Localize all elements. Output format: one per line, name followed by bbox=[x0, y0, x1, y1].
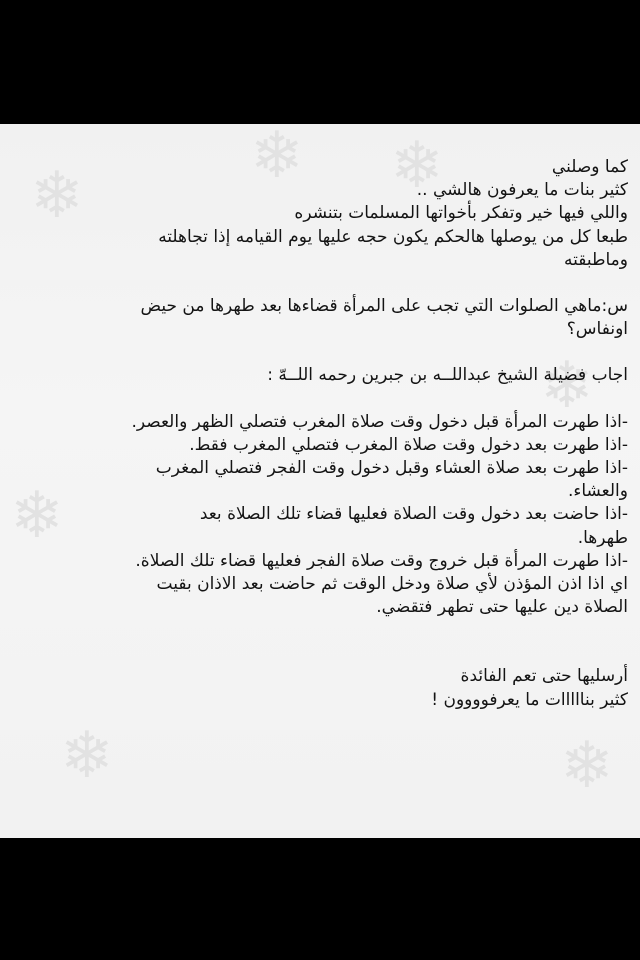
ruling-line: اي اذا اذن المؤذن لأي صلاة ودخل الوقت ثم حاضت بعد الاذان بقيت bbox=[156, 574, 628, 595]
answer-intro-line: اجاب فضيلة الشيخ عبداللــه بن جبرين رحمه اللــهّ : bbox=[267, 365, 628, 386]
answer-intro bbox=[14, 364, 628, 387]
closing-paragraph bbox=[14, 665, 628, 711]
ruling-line: -اذا طهرت المرأة قبل دخول وقت صلاة المغرب فتصلي الظهر والعصر. bbox=[131, 411, 628, 432]
question-line: س:ماهي الصلوات التي تجب على المرأة قضاءها بعد طهرها من حيض bbox=[140, 296, 628, 317]
snowflake-decoration-icon: ❄ bbox=[30, 159, 84, 233]
document-image bbox=[0, 124, 640, 838]
snowflake-decoration-icon: ❄ bbox=[390, 129, 444, 203]
intro-line: واللي فيها خير وتفكر بأخواتها المسلمات بتنشره bbox=[294, 203, 628, 224]
closing-line: أرسليها حتى تعم الفائدة bbox=[460, 666, 628, 687]
ruling-line: طهرها. bbox=[577, 527, 628, 548]
ruling-line: -اذا طهرت بعد صلاة العشاء وقبل دخول وقت الفجر فتصلي المغرب bbox=[155, 458, 628, 479]
question-line: اونفاس؟ bbox=[566, 319, 628, 340]
ruling-line: والعشاء. bbox=[567, 481, 628, 502]
ruling-line: الصلاة دين عليها حتى تطهر فتقضي. bbox=[376, 597, 628, 618]
snowflake-decoration-icon: ❄ bbox=[540, 349, 594, 423]
ruling-line: -اذا طهرت بعد دخول وقت صلاة المغرب فتصلي المغرب فقط. bbox=[189, 434, 628, 455]
bottom-black-bar bbox=[0, 838, 640, 960]
snowflake-decoration-icon: ❄ bbox=[60, 719, 114, 793]
snowflake-decoration-icon: ❄ bbox=[10, 479, 64, 553]
rulings-list bbox=[14, 411, 628, 620]
intro-line: كما وصلني bbox=[551, 157, 628, 177]
ruling-line: -اذا حاضت بعد دخول وقت الصلاة فعليها قضاء تلك الصلاة بعد bbox=[199, 504, 628, 525]
closing-line: كثير بنااااات ما يعرفوووون ! bbox=[431, 689, 628, 710]
intro-line: كثير بنات ما يعرفون هالشي .. bbox=[416, 180, 628, 201]
intro-paragraph bbox=[14, 156, 628, 272]
intro-line: وماطبقته bbox=[564, 249, 628, 270]
top-black-bar bbox=[0, 0, 640, 124]
snowflake-decoration-icon: ❄ bbox=[250, 124, 304, 193]
ruling-line: -اذا طهرت المرأة قبل خروج وقت صلاة الفجر فعليها قضاء تلك الصلاة. bbox=[135, 550, 628, 571]
question-paragraph bbox=[14, 295, 628, 341]
article-text bbox=[14, 156, 628, 712]
intro-line: طبعا كل من يوصلها هالحكم يكون حجه عليها يوم القيامه إذا تجاهلته bbox=[158, 226, 628, 247]
snowflake-decoration-icon: ❄ bbox=[560, 729, 614, 803]
